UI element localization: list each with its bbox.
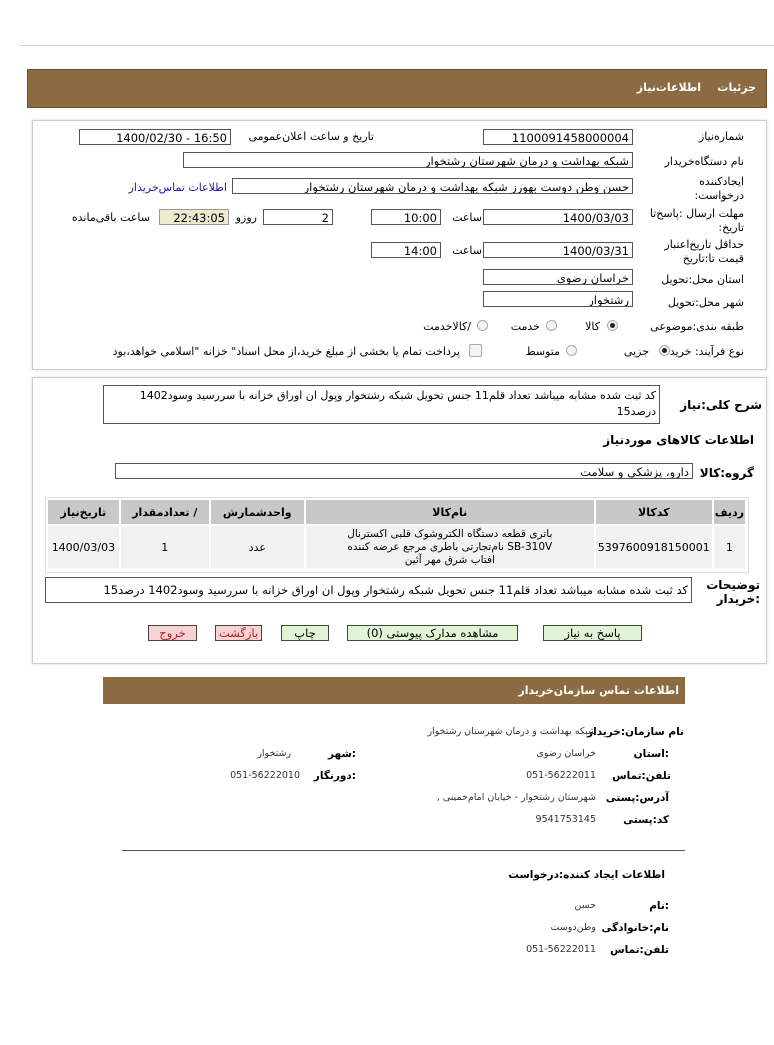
top-divider (20, 45, 774, 46)
goods-table (46, 498, 747, 570)
need-desc-field: کد ثبت شده مشابه میباشد تعداد قلم11 جنس تحویل شبکه رشتخوار وپول ان اوراق خزانه با سررسید وسود1402 درصد15 (103, 385, 660, 424)
need-desc-label: شرح کلی:نیاز (680, 398, 762, 412)
need-number-field: 1100091458000004 (483, 129, 633, 145)
buyer-org-field: شبکه بهداشت و درمان شهرستان رشتخوار (183, 152, 633, 168)
col-name: نام‌کالا (306, 500, 594, 524)
process-radio-medium[interactable] (566, 345, 577, 356)
creator-family-label: نام:خانوادگی (601, 922, 669, 934)
contact-phone: 051-56222011 (526, 770, 596, 781)
reply-button[interactable]: پاسخ به نیاز (543, 625, 642, 641)
creator-phone: 051-56222011 (526, 944, 596, 955)
contact-phone-label: تلفن:تماس (612, 770, 671, 782)
need-number-label: شماره‌نیاز (698, 130, 744, 143)
creator-name: حسن (574, 900, 596, 911)
header-tabs-bar (27, 69, 767, 108)
buyer-org-label: نام دستگاه‌خریدار (664, 155, 744, 168)
goods-group-field: دارو، پزشکی و سلامت (115, 463, 693, 479)
validity-time-label: ساعت (452, 244, 482, 257)
remaining-time-field: 22:43:05 (159, 209, 229, 225)
creator-field: حسن وطن دوست بهورز شبکه بهداشت و درمان شهرستان رشتخوار (232, 178, 633, 194)
col-unit: واحدشمارش (211, 500, 304, 524)
payment-note: پرداخت تمام یا بخشی از مبلغ خرید،از محل اسناد" خزانه "اسلامی خواهد،بود (112, 345, 460, 358)
validity-label: حداقل تاریخ‌اعتبار قیمت تا:تاریخ (664, 238, 744, 265)
category-option-goods: کالا (585, 320, 600, 333)
process-option-medium: متوسط (525, 345, 560, 358)
payment-checkbox[interactable] (469, 344, 482, 357)
province-field: خراسان رضوی (483, 269, 633, 285)
contact-fax: 051-56222010 (230, 770, 300, 781)
goods-group-label: گروه:کالا (699, 466, 754, 480)
col-date: تاریخ‌نیاز (48, 500, 119, 524)
cell-date: 1400/03/03 (48, 526, 119, 568)
validity-date-field: 1400/03/31 (483, 242, 633, 258)
contact-header-bar (103, 677, 685, 704)
validity-time-field: 14:00 (371, 242, 441, 258)
col-row: ردیف (714, 500, 745, 524)
creator-label: ایجادکننده درخواست: (694, 175, 744, 202)
col-code: کدکالا (596, 500, 712, 524)
tab-details[interactable]: جزئیات (717, 81, 756, 94)
contact-city: رشتخوار (257, 748, 291, 759)
province-label: استان محل:تحویل (661, 273, 744, 286)
table-row (48, 526, 745, 568)
contact-address: شهرستان رشتخوار - خیابان امام‌خمینی , (436, 792, 596, 803)
category-option-service: خدمت (510, 320, 540, 333)
tab-need-info[interactable]: اطلاعات‌نیاز (636, 81, 701, 94)
city-field: رشتخوار (483, 291, 633, 307)
contact-postal: 9541753145 (535, 814, 596, 825)
announce-label: تاریخ و ساعت اعلان‌عمومی (248, 130, 374, 143)
contact-province-label: :استان (633, 748, 669, 760)
category-label: طبقه بندی:موضوعی (650, 320, 744, 333)
category-radio-goods[interactable] (607, 320, 618, 331)
cell-name: باتری قطعه دستگاه الکتروشوک قلبی اکسترنال SB-310V نام‌تجارتی باطری مرجع عرضه کننده افتاب شرق مهر آئین (306, 526, 594, 568)
cell-unit: عدد (211, 526, 304, 568)
buyer-notes-field: کد ثبت شده مشابه میباشد تعداد قلم11 جنس تحویل شبکه رشتخوار وپول ان اوراق خزانه با سررسید وسود1402 درصد15 (45, 577, 692, 603)
process-radio-minor[interactable] (659, 345, 670, 356)
city-label: شهر محل:تحویل (667, 296, 744, 309)
contact-address-label: آدرس:پستی (605, 792, 669, 804)
col-qty: / تعدادمقدار (121, 500, 209, 524)
deadline-date-field: 1400/03/03 (483, 209, 633, 225)
contact-city-label: :شهر (328, 748, 356, 760)
contact-title: اطلاعات تماس سازمان‌خریدار (518, 684, 679, 697)
deadline-time-field: 10:00 (371, 209, 441, 225)
exit-button[interactable]: خروج (148, 625, 197, 641)
creator-name-label: :نام (649, 900, 669, 912)
buyer-notes-label: توضیحات :خریدار (706, 578, 760, 606)
announce-field: 1400/02/30 - 16:50 (79, 129, 231, 145)
remaining-label: ساعت باقی‌مانده (71, 211, 150, 224)
back-button[interactable]: بازگشت (215, 625, 262, 641)
attachments-button[interactable]: مشاهده مدارک پیوستی (0) (347, 625, 518, 641)
cell-code: 5397600918150001 (596, 526, 712, 568)
process-label: نوع فرآیند: خرید (669, 345, 744, 358)
contact-fax-label: :دورنگار (313, 770, 356, 782)
deadline-time-label: ساعت (452, 211, 482, 224)
goods-table-header (48, 500, 745, 524)
print-button[interactable]: چاپ (281, 625, 329, 641)
buyer-contact-link[interactable]: اطلاعات تماس‌خریدار (128, 181, 227, 194)
contact-postal-label: کد:پستی (623, 814, 669, 826)
section-divider (122, 850, 685, 851)
creator-phone-label: تلفن:تماس (610, 944, 669, 956)
category-radio-both[interactable] (477, 320, 488, 331)
category-radio-service[interactable] (546, 320, 557, 331)
deadline-label: مهلت ارسال :پاسخ‌تا تاریخ: (649, 207, 744, 234)
contact-org: شبکه بهداشت و درمان شهرستان رشتخوار (427, 726, 596, 737)
process-option-minor: جزیی (623, 345, 649, 358)
category-option-both: /کالاخدمت (423, 320, 471, 333)
cell-qty: 1 (121, 526, 209, 568)
days-label: روزو (235, 211, 257, 224)
days-field: 2 (263, 209, 333, 225)
creator-family: وطن‌دوست (550, 922, 596, 933)
goods-info-title: اطلاعات کالاهای موردنیاز (603, 433, 754, 447)
creator-info-title: اطلاعات ایجاد کننده:درخواست (508, 869, 665, 881)
contact-org-label: نام سازمان:خریدار (587, 726, 684, 738)
contact-province: خراسان رضوی (536, 748, 596, 759)
cell-row: 1 (714, 526, 745, 568)
